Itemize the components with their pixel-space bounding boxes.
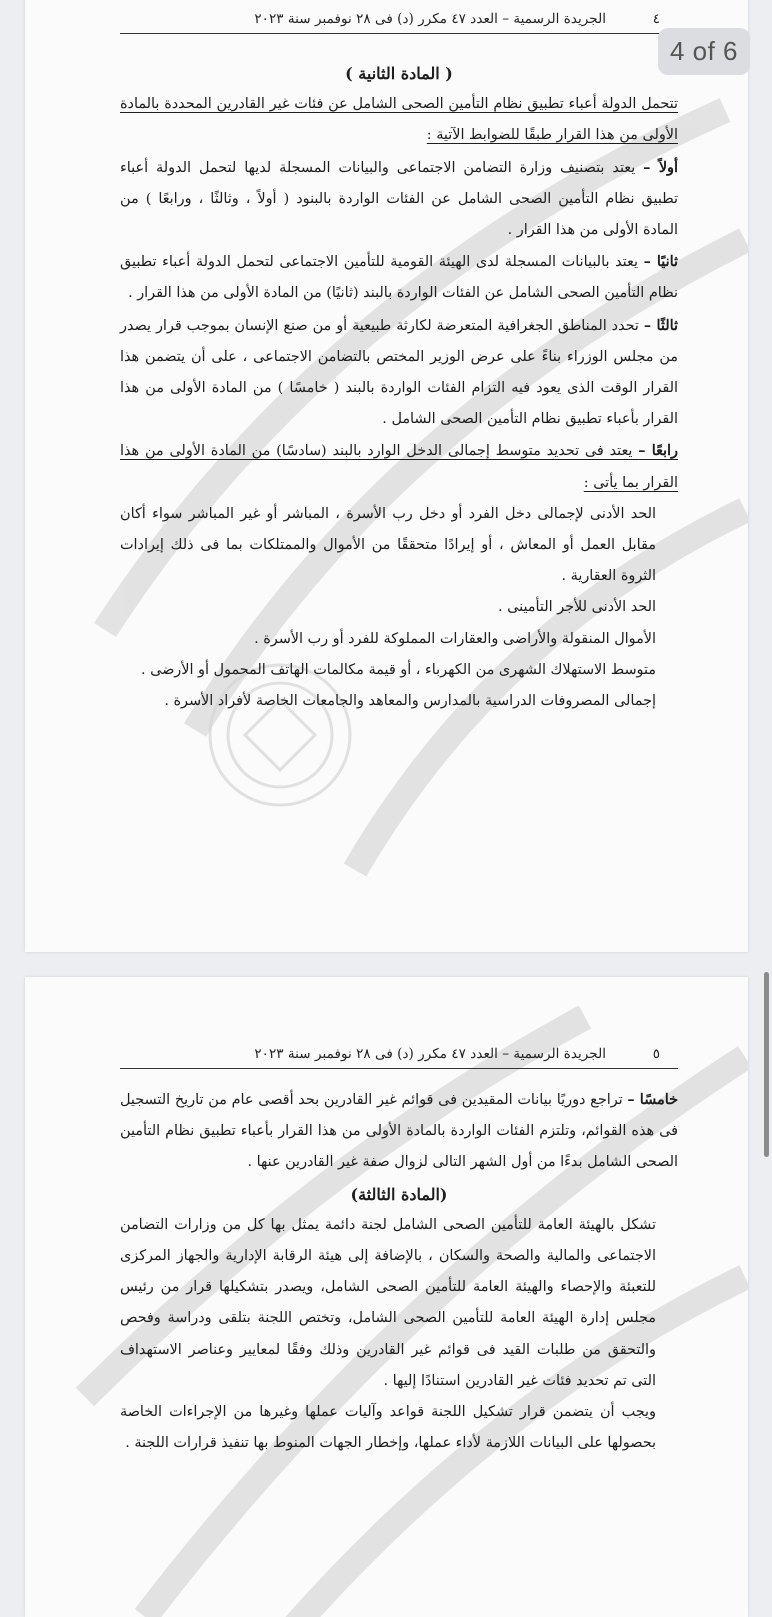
- gazette-title: الجريدة الرسمية – العدد ٤٧ مكرر (د) فى ٢٨ نوفمبر سنة ٢٠٢٣: [254, 11, 606, 27]
- clause-text: تحدد المناطق الجغرافية المتعرضة لكارثة طبيعية أو من صنع الإنسان بموجب قرار يصدر من مجلس الوزراء بناءً على عرض الوزير المختص بالتضامن الاجتماعى ، على أن يتضمن هذا القرار الوقت الذى يعود فيه التزام الفئات الواردة بالبند ( خامسًا ) من المادة الأولى من هذا القرار بأعباء تطبيق نظام التأمين الصحى الشامل .: [120, 317, 678, 428]
- criterion-item: إجمالى المصروفات الدراسية بالمدارس والمعاهد والجامعات الخاصة لأفراد الأسرة .: [164, 693, 656, 710]
- criterion-item: متوسط الاستهلاك الشهرى من الكهرباء ، أو قيمة مكالمات الهاتف المحمول أو الأرضى .: [140, 661, 656, 678]
- criterion-item: الأموال المنقولة والأراضى والعقارات المملوكة للفرد أو رب الأسرة .: [254, 630, 656, 647]
- page-5-body: [120, 1084, 678, 1459]
- clause-lead: رابعًا –: [638, 442, 678, 460]
- clause-second: [120, 246, 678, 309]
- article-paragraph: تشكل بالهيئة العامة للتأمين الصحى الشامل لجنة دائمة يمثل بها كل من وزارات التضامن الاجتماعى والمالية والصحة والسكان ، بالإضافة إلى هيئة الرقابة الإدارية والجهاز المركزى للتعبئة والإحصاء والهيئة العامة للتأمين الصحى الشامل، ويصدر بتشكيلها قرار من رئيس مجلس إدارة الهيئة العامة للتأمين الصحى الشامل، وتختص اللجنة بتلقى ودراسة وفحص والتحقق من طلبات القيد فى قوائم غير القادرين وذلك وفقًا لمعايير وعناصر الاستهداف التى تم تحديد فئات غير القادرين استنادًا إليها .: [120, 1216, 656, 1389]
- article-intro: تتحمل الدولة أعباء تطبيق نظام التأمين الصحى الشامل عن فئات غير القادرين المحددة بالمادة الأولى من هذا القرار طبقًا للضوابط الآتية :: [120, 96, 678, 144]
- page-header: [120, 1044, 678, 1069]
- page-number: ٥: [652, 1046, 660, 1062]
- clause-third: [120, 310, 678, 436]
- clause-text: تراجع دوريًا بيانات المقيدين فى قوائم غير القادرين بحد أقصى عام من تاريخ التسجيل فى هذه القوائم، وتلتزم الفئات الواردة بالمادة الأولى من هذا القرار بأعباء تطبيق نظام التأمين الصحى الشامل بدءًا من أول الشهر التالى لزوال صفة غير القادرين عنها .: [120, 1092, 678, 1171]
- criterion-item: الحد الأدنى لإجمالى دخل الفرد أو دخل رب الأسرة ، المباشر أو غير المباشر سواء أكان مقابل العمل أو المعاش ، أو إيرادًا متحققًا من الأموال والممتلكات بما فى ذلك إيرادات الثروة العقارية .: [120, 505, 656, 585]
- clause-text: يعتد فى تحديد متوسط إجمالى الدخل الوارد بالبند (سادسًا) من المادة الأولى من هذا القرار بما يأتى :: [120, 443, 678, 491]
- clause-text: يعتد بالبيانات المسجلة لدى الهيئة القومية للتأمين الاجتماعى لتحمل الدولة أعباء تطبيق نظام التأمين الصحى الشامل عن الفئات الواردة بالبند (ثانيًا) من المادة الأولى من هذا القرار .: [120, 254, 678, 302]
- clause-first: [120, 152, 678, 247]
- clause-lead: أولاً –: [643, 158, 678, 176]
- page-4-body: [120, 58, 678, 717]
- clause-lead: ثالثًا –: [643, 316, 678, 334]
- scrollbar-thumb[interactable]: [764, 972, 769, 1157]
- clause-lead: ثانيًا –: [643, 253, 679, 271]
- page-number: ٤: [652, 11, 660, 27]
- clause-fourth: [120, 435, 678, 498]
- criterion-item: الحد الأدنى للأجر التأمينى .: [497, 599, 656, 616]
- article-heading: ( المادة الثانية ): [345, 64, 453, 83]
- document-page-4: [25, 0, 748, 952]
- document-page-5: [25, 977, 748, 1617]
- clause-fifth: [120, 1084, 678, 1179]
- page-counter-badge: 4 of 6: [658, 28, 750, 75]
- page-header: [120, 9, 678, 34]
- gazette-title: الجريدة الرسمية – العدد ٤٧ مكرر (د) فى ٢٨ نوفمبر سنة ٢٠٢٣: [254, 1046, 606, 1062]
- article-paragraph: ويجب أن يتضمن قرار تشكيل اللجنة قواعد وآليات عملها وغيرها من الإجراءات الخاصة بحصولها على البيانات اللازمة لأداء عملها، وإخطار الجهات المنوط بها تنفيذ قرارات اللجنة .: [120, 1404, 656, 1452]
- clause-text: يعتد بتصنيف وزارة التضامن الاجتماعى والبيانات المسجلة لديها لتحمل الدولة أعباء تطبيق نظام التأمين الصحى الشامل عن الفئات الواردة بالبنود ( أولاً ، وثالثًا ، ورابعًا ) من المادة الأولى من هذا القرار .: [120, 159, 678, 239]
- article-heading: (المادة الثالثة): [350, 1184, 448, 1204]
- clause-lead: خامسًا –: [627, 1091, 678, 1108]
